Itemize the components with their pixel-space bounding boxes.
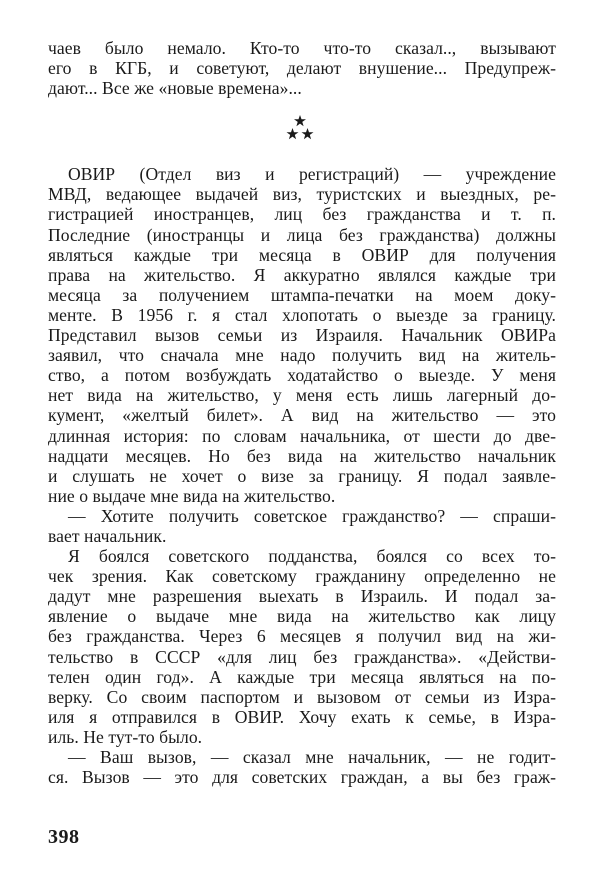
text-line: верку. Со своим паспортом и вызовом от семьи из Изра- (48, 686, 556, 707)
text-line: ство, а потом возбуждать ходатайство о выезде. У меня (48, 365, 556, 386)
text-line: заявил, что сначала мне надо получить вид на житель- (48, 345, 556, 366)
text-line: — Ваш вызов, — сказал мне начальник, — не годит- (68, 747, 556, 767)
text-line: телен один год». А каждые три месяца являться на по- (48, 666, 556, 687)
text-line: гистрацией иностранцев, лиц без гражданства и т. п. (48, 204, 556, 225)
text-line: длинная история: по словам начальника, от шести до две- (48, 425, 556, 446)
section-break (48, 98, 556, 164)
paragraph-citizenship (48, 546, 556, 747)
text-line: права на жительство. Я аккуратно являлся каждые три (48, 264, 556, 285)
text-line: чаев было немало. Кто-то что-то сказал.., вызывают (48, 38, 556, 58)
text-line: месяца за получением штампа-печатки на моем доку- (48, 284, 556, 305)
text-line: МВД, ведающее выдачей виз, туристских и выездных, ре- (48, 184, 556, 205)
text-line: Последние (иностранцы и лица без гражданства) должны (48, 224, 556, 245)
book-page-text (48, 38, 556, 787)
text-line: чек зрения. Как советскому гражданину определенно не (48, 566, 556, 587)
page-number: 398 (48, 826, 80, 848)
text-line: кумент, «желтый билет». А вид на жительство — это (48, 405, 556, 426)
text-line: дадут мне разрешения выехать в Израиль. И подал за- (48, 586, 556, 607)
text-line: дают... Все же «новые времена»... (48, 78, 302, 99)
text-line: и слушать не хочет о визе за границу. Я подал заявле- (48, 465, 556, 486)
text-line: нет вида на жительство, у меня есть лишь лагерный до- (48, 385, 556, 406)
text-line: надцати месяцев. Но без вида на жительство начальник (48, 445, 556, 466)
text-line: иль. Не тут-то было. (48, 726, 203, 747)
text-line: ние о выдаче мне вида на жительство. (48, 485, 336, 506)
text-line: без гражданства. Через 6 месяцев я получил вид на жи- (48, 626, 556, 647)
text-line: тельство в СССР «для лиц без гражданства». «Действи- (48, 646, 556, 667)
text-line: явление о выдаче мне вида на жительство как лицу (48, 606, 556, 627)
text-line: его в КГБ, и советуют, делают внушение... Предупреж- (48, 58, 556, 79)
paragraph-dialogue-question (48, 506, 556, 546)
text-line: Я боялся советского подданства, боялся со всех то- (68, 546, 556, 567)
text-line: иля я отправился в ОВИР. Хочу ехать к семье, в Изра- (48, 706, 556, 727)
three-asterisks-icon (280, 114, 320, 144)
text-line: менте. В 1956 г. я стал хлопотать о выезде за границу. (48, 304, 556, 325)
text-line: Представил вызов семьи из Израиля. Начальник ОВИРа (48, 325, 556, 346)
text-line: ОВИР (Отдел виз и регистраций) — учреждение (68, 164, 556, 185)
opening-paragraph (48, 38, 556, 98)
paragraph-dialogue-answer (48, 747, 556, 787)
text-line: вает начальник. (48, 525, 167, 546)
paragraph-ovir (48, 164, 556, 506)
text-line: ся. Вызов — это для советских граждан, а вы без граж- (48, 767, 556, 788)
text-line: являться каждые три месяца в ОВИР для получения (48, 244, 556, 265)
text-line: — Хотите получить советское гражданство? — спраши- (68, 505, 556, 526)
